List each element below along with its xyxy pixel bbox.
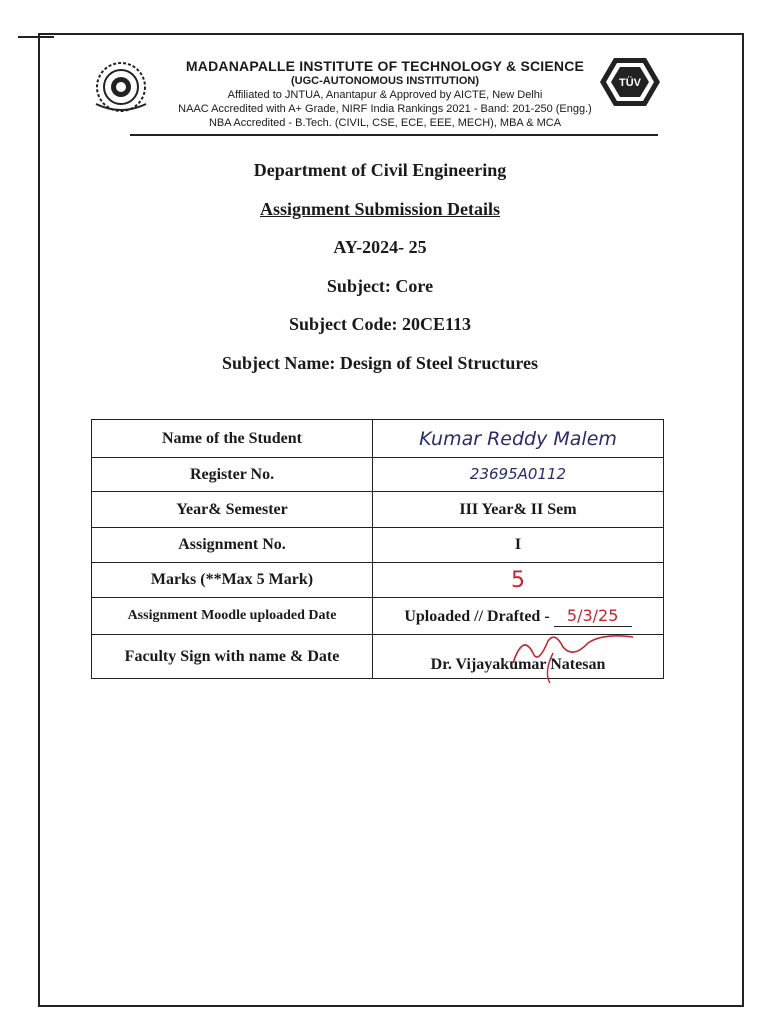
moodle-date-value: [373, 598, 664, 635]
marks-label: Marks (**Max 5 Mark): [92, 563, 373, 598]
student-name-handwritten: Kumar Reddy Malem: [419, 427, 617, 450]
subject-code: Subject Code: 20CE113: [288, 314, 471, 334]
faculty-sign-value: [373, 635, 664, 679]
institute-status: (UGC-AUTONOMOUS INSTITUTION): [290, 75, 479, 87]
table-row: [92, 528, 664, 563]
year-semester-value: III Year& II Sem: [373, 492, 664, 528]
register-no-label: Register No.: [92, 458, 373, 492]
subject-name: Subject Name: Design of Steel Structures: [221, 352, 539, 373]
header-divider: [130, 134, 658, 136]
table-row: [92, 420, 664, 458]
institute-name: MADANAPALLE INSTITUTE OF TECHNOLOGY & SCIENCE: [185, 58, 585, 74]
academic-year: AY-2024- 25: [333, 237, 427, 257]
institute-affiliation: Affiliated to JNTUA, Anantapur & Approved by AICTE, New Delhi: [227, 89, 543, 101]
upload-date-handwritten: 5/3/25: [566, 605, 619, 625]
upload-status-text: Uploaded // Drafted -: [404, 607, 550, 625]
table-row: [92, 458, 664, 492]
student-name-value: [373, 420, 664, 458]
table-row: [92, 563, 664, 598]
register-no-handwritten: 23695A0112: [469, 465, 567, 483]
assignment-no-label: Assignment No.: [92, 528, 373, 563]
submission-details-table: [91, 419, 664, 679]
table-row: [92, 598, 664, 635]
tuv-logo-text: TÜV: [619, 77, 641, 89]
student-name-label: Name of the Student: [92, 420, 373, 458]
assignment-no-value: I: [373, 528, 664, 563]
institute-header: [120, 58, 650, 130]
faculty-name: Dr. Vijayakumar Natesan: [430, 655, 606, 673]
faculty-sign-label: Faculty Sign with name & Date: [92, 635, 373, 679]
subject-type: Subject: Core: [326, 275, 434, 296]
corner-mark: [18, 36, 54, 38]
table-row: [92, 492, 664, 528]
marks-value: [373, 563, 664, 598]
year-semester-label: Year& Semester: [92, 492, 373, 528]
department-title: Department of Civil Engineering: [253, 160, 507, 180]
marks-handwritten: 5: [511, 567, 525, 593]
institute-naac: NAAC Accredited with A+ Grade, NIRF India Rankings 2021 - Band: 201-250 (Engg.): [178, 103, 592, 115]
institute-nba: NBA Accredited - B.Tech. (CIVIL, CSE, ECE, EEE, MECH), MBA & MCA: [208, 117, 562, 129]
document-heading: Assignment Submission Details: [259, 198, 501, 219]
register-no-value: [373, 458, 664, 492]
table-row: [92, 635, 664, 679]
document-titles: [120, 156, 640, 387]
moodle-date-label: Assignment Moodle uploaded Date: [92, 598, 373, 635]
